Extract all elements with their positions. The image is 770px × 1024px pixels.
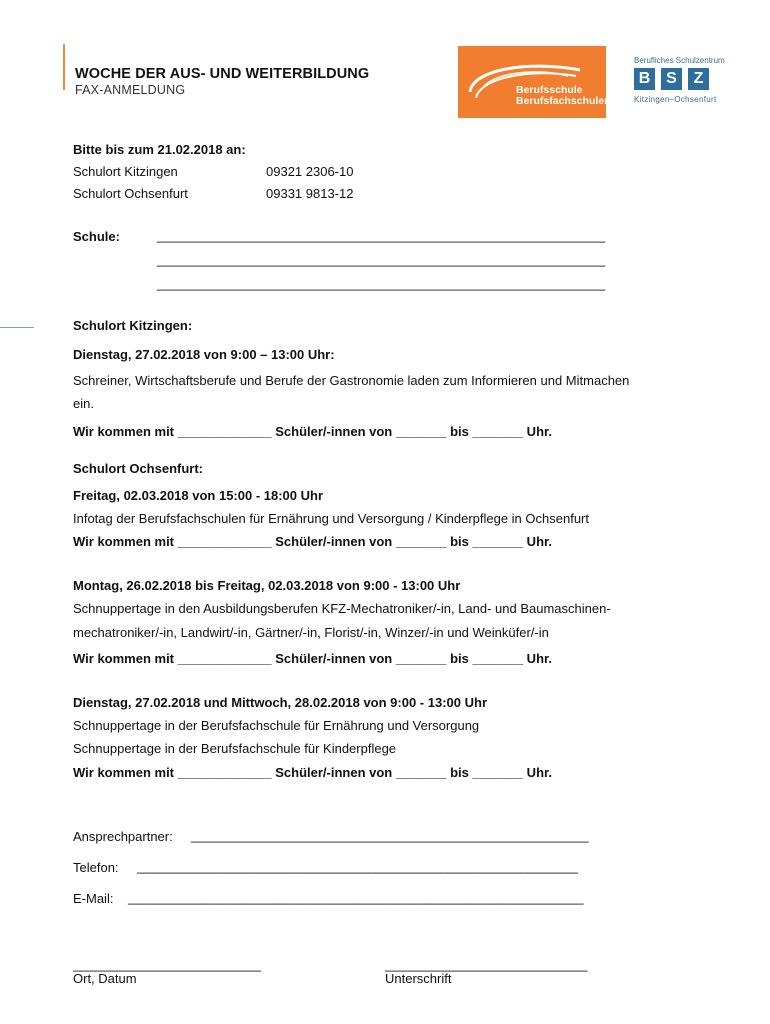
section-heading-ochsenfurt: Schulort Ochsenfurt: <box>73 461 204 476</box>
signature-label: Unterschrift <box>385 971 452 986</box>
contact-person-label: Ansprechpartner: <box>73 829 173 844</box>
bsz-subtitle: Kitzingen–Ochsenfurt <box>634 95 717 104</box>
school-label: Schule: <box>73 229 120 244</box>
signup-line[interactable]: Wir kommen mit _____________ Schüler/-innen von _______ bis _______ Uhr. <box>73 424 552 439</box>
page-title: WOCHE DER AUS- UND WEITERBILDUNG <box>75 66 370 82</box>
contact-place: Schulort Kitzingen <box>73 164 178 179</box>
phone-field[interactable]: _____________________________________________________________ <box>137 859 579 874</box>
logo-line-2: Berufsfachschulen <box>516 95 611 107</box>
event-description: mechatroniker/-in, Landwirt/-in, Gärtner/-in, Florist/-in, Winzer/-in und Weinküfer/-in <box>73 625 549 640</box>
signup-line[interactable]: Wir kommen mit _____________ Schüler/-innen von _______ bis _______ Uhr. <box>73 534 552 549</box>
school-input-line[interactable]: ______________________________________________________________ <box>157 228 606 243</box>
deadline-label: Bitte bis zum 21.02.2018 an: <box>73 142 246 157</box>
bsz-letter-b: B <box>634 68 655 90</box>
event-description: Schnuppertage in der Berufsfachschule für Ernährung und Versorgung <box>73 718 480 733</box>
place-date-line[interactable]: __________________________ <box>73 957 261 972</box>
email-field[interactable]: _______________________________________________________________ <box>128 890 584 905</box>
bsz-letter-s: S <box>661 68 682 90</box>
bsz-caption: Berufliches Schulzentrum <box>634 56 725 65</box>
fold-mark <box>0 327 34 328</box>
page-subtitle: FAX-ANMELDUNG <box>75 83 186 97</box>
fax-number: 09321 2306-10 <box>266 164 354 179</box>
place-date-label: Ort, Datum <box>73 971 137 986</box>
signup-line[interactable]: Wir kommen mit _____________ Schüler/-innen von _______ bis _______ Uhr. <box>73 651 552 666</box>
bsz-letter-z: Z <box>688 68 709 90</box>
event-description: Schnuppertage in den Ausbildungsberufen KFZ-Mechatroniker/-in, Land- und Baumaschinen- <box>73 601 611 616</box>
contact-place: Schulort Ochsenfurt <box>73 186 188 201</box>
header-accent-bar <box>63 44 65 90</box>
event-description: Infotag der Berufsfachschulen für Ernährung und Versorgung / Kinderpflege in Ochsenfurt <box>73 511 589 526</box>
event-description: ein. <box>73 396 94 411</box>
event-date: Dienstag, 27.02.2018 von 9:00 – 13:00 Uhr: <box>73 347 335 362</box>
email-label: E-Mail: <box>73 891 114 906</box>
event-description: Schnuppertage in der Berufsfachschule für Kinderpflege <box>73 741 397 756</box>
logo-line-1: Berufsschule <box>516 84 583 96</box>
signature-line[interactable]: ____________________________ <box>385 957 588 972</box>
contact-person-field[interactable]: _______________________________________________________ <box>191 828 589 843</box>
event-date: Freitag, 02.03.2018 von 15:00 - 18:00 Uhr <box>73 488 324 503</box>
school-input-line[interactable]: ______________________________________________________________ <box>157 276 606 291</box>
phone-label: Telefon: <box>73 860 119 875</box>
event-description: Schreiner, Wirtschaftsberufe und Berufe der Gastronomie laden zum Informieren und Mitmachen <box>73 373 630 388</box>
event-date: Montag, 26.02.2018 bis Freitag, 02.03.2018 von 9:00 - 13:00 Uhr <box>73 578 461 593</box>
signup-line[interactable]: Wir kommen mit _____________ Schüler/-innen von _______ bis _______ Uhr. <box>73 765 552 780</box>
event-date: Dienstag, 27.02.2018 und Mittwoch, 28.02.2018 von 9:00 - 13:00 Uhr <box>73 695 488 710</box>
fax-number: 09331 9813-12 <box>266 186 354 201</box>
section-heading-kitzingen: Schulort Kitzingen: <box>73 318 193 333</box>
school-input-line[interactable]: ______________________________________________________________ <box>157 252 606 267</box>
berufsschule-logo <box>458 46 611 118</box>
swoosh-icon <box>458 46 606 118</box>
